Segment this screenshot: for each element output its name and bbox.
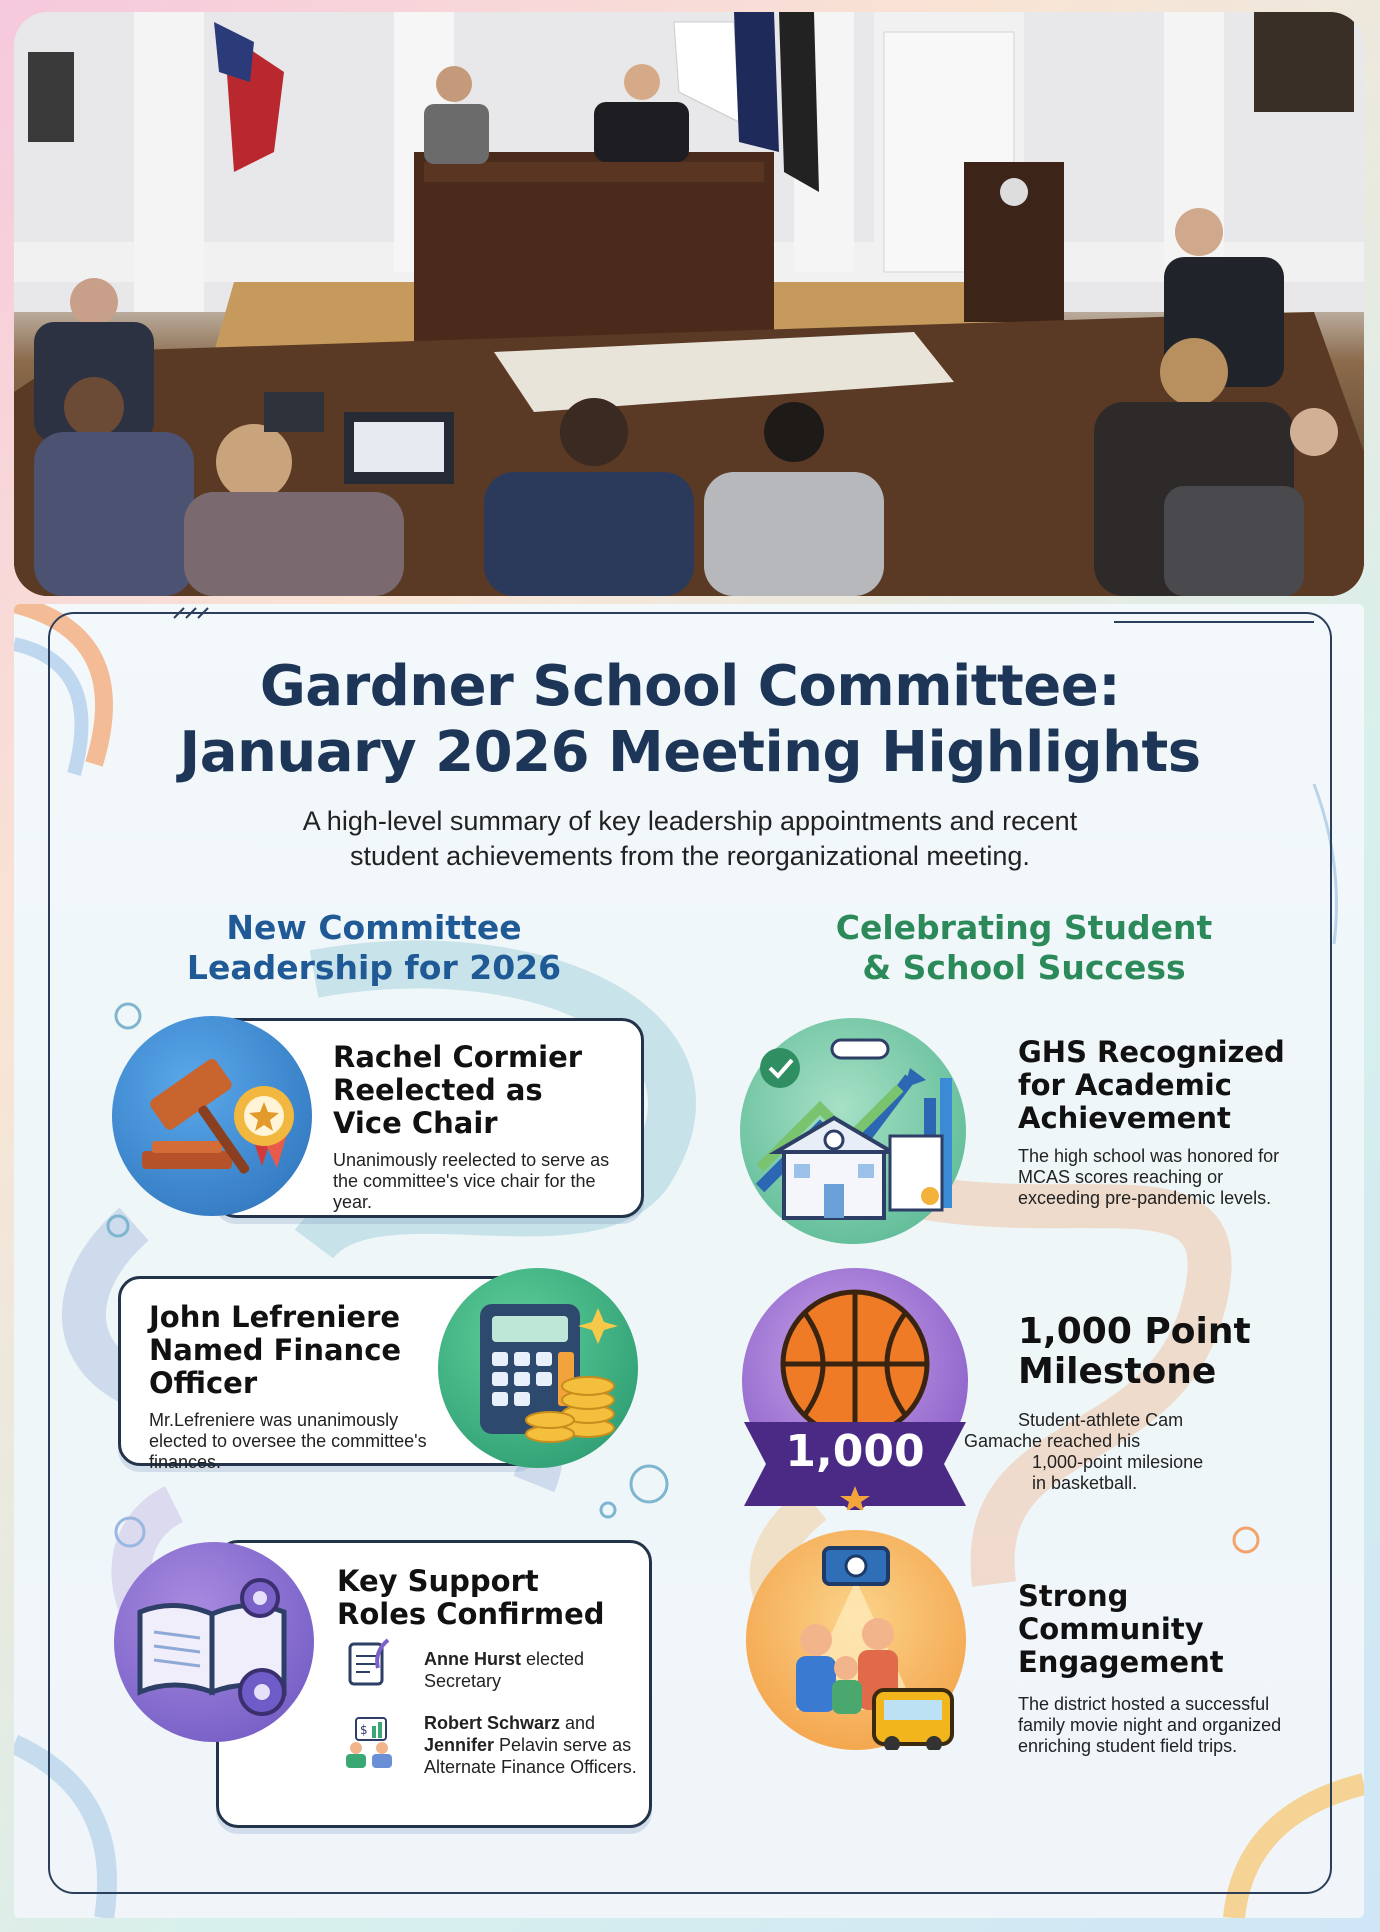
scroll-quill-icon [344,1638,394,1690]
school-growth-icon [740,1018,966,1244]
milestone-title: 1,000 Point Milestone [1018,1311,1251,1392]
svg-text:$: $ [360,1723,368,1737]
leadership-heading: New Committee Leadership for 2026 [186,908,562,987]
card-support-roles-title: Key Support Roles Confirmed [337,1564,605,1631]
gavel-award-icon [112,1016,312,1216]
role-alternate-finance: Robert Schwarz and Jennifer Pelavin serve as Alternate Finance Officers. [424,1713,637,1777]
family-bus-icon [746,1530,966,1750]
card-finance-officer-title: John Lefreniere Named Finance Officer [149,1300,402,1400]
success-heading: Celebrating Student & School Success [835,908,1213,987]
milestone-text: Student-athlete Cam Gamache reached his 1,000-point milesione in basketball. [964,1410,1204,1493]
infographic-subtitle: A high-level summary of key leadership appointments and recent student achievements from the reorganizational meeting. [302,806,1078,871]
team-chart-icon [342,1714,398,1770]
ghs-text: The high school was honored for MCAS scores reaching or exceeding pre-pandemic levels. [1018,1146,1280,1208]
book-gears-icon [114,1542,314,1742]
community-text: The district hosted a successful family movie night and organized enriching student field trips. [1018,1694,1282,1756]
community-title: Strong Community Engagement [1018,1579,1224,1679]
milestone-badge-text: 1,000 [785,1426,925,1477]
role-secretary: Anne Hurst elected Secretary [424,1649,585,1691]
infographic [14,604,1364,1918]
infographic-title: Gardner School Committee: January 2026 Meeting Highlights [179,654,1201,785]
calculator-coins-icon [438,1268,638,1468]
meeting-room-illustration [14,12,1364,596]
card-vice-chair-text: Unanimously reelected to serve as the committee's vice chair for the year. [333,1150,610,1212]
card-finance-officer-text: Mr.Lefreniere was unanimously elected to oversee the committee's finances. [149,1410,427,1472]
ghs-title: GHS Recognized for Academic Achievement [1018,1035,1285,1135]
card-vice-chair-title: Rachel Cormier Reelected as Vice Chair [333,1040,583,1140]
meeting-photo [14,12,1364,596]
